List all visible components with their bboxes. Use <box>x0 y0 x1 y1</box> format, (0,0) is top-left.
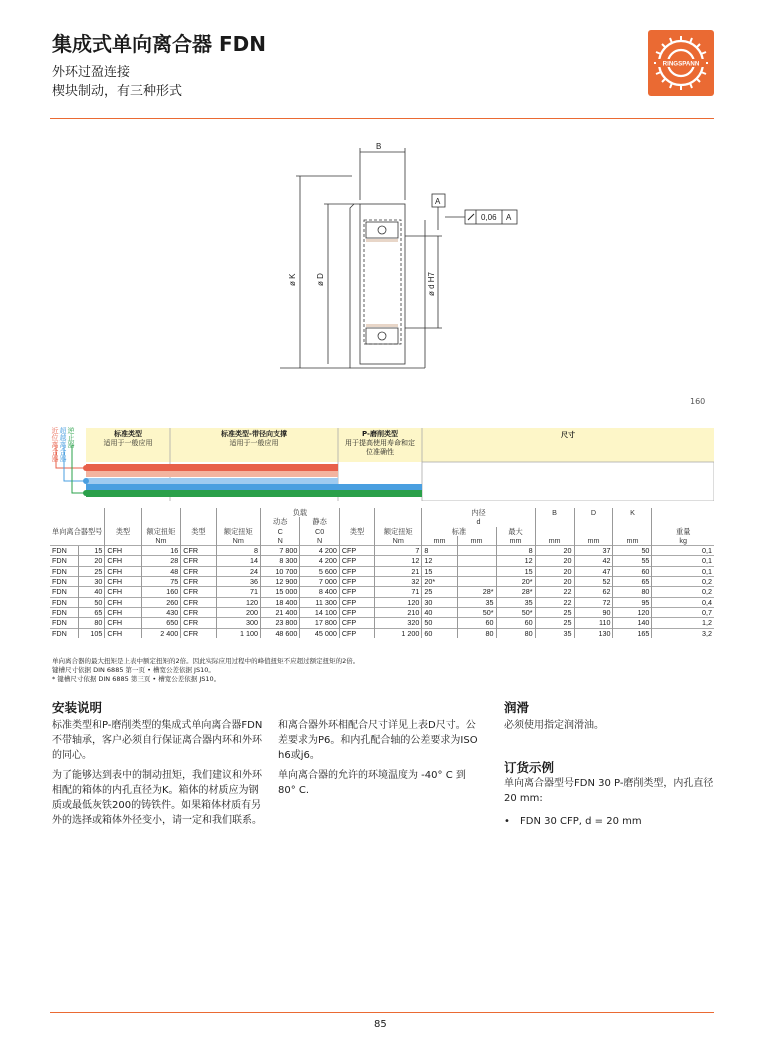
table-cell: FDN <box>50 618 79 628</box>
legend-type-2-desc: 适用于一般应用 <box>229 439 279 447</box>
table-cell: 40 <box>422 607 457 617</box>
table-cell: 165 <box>613 628 652 638</box>
table-cell: 0,2 <box>652 587 714 597</box>
table-cell: 650 <box>141 618 181 628</box>
table-cell: CFR <box>181 577 216 587</box>
svg-text:RINGSPANN: RINGSPANN <box>662 60 700 68</box>
table-cell: CFH <box>105 587 141 597</box>
table-cell: 32 <box>375 577 422 587</box>
table-cell: 72 <box>574 597 613 607</box>
table-cell: 60 <box>496 618 535 628</box>
table-cell: 8 400 <box>300 587 339 597</box>
table-cell: FDN <box>50 587 79 597</box>
unit-mm-6: mm <box>613 536 652 546</box>
table-cell: 120 <box>216 597 260 607</box>
table-cell: 120 <box>613 607 652 617</box>
header-D: D <box>574 508 613 517</box>
subtitle-1: 外环过盈连接 <box>52 65 131 80</box>
table-cell: 55 <box>613 556 652 566</box>
unit-n-1: N <box>261 536 300 546</box>
table-cell: 50 <box>613 546 652 556</box>
unit-mm-4: mm <box>535 536 574 546</box>
figure-number: 160 <box>690 397 706 406</box>
table-cell: 35 <box>535 628 574 638</box>
table-cell: CFP <box>339 597 374 607</box>
table-cell: 12 <box>422 556 457 566</box>
table-cell: 15 000 <box>261 587 300 597</box>
table-cell: 5 600 <box>300 566 339 576</box>
type-legend <box>50 425 714 501</box>
table-cell: CFP <box>339 566 374 576</box>
table-cell: 0,7 <box>652 607 714 617</box>
table-cell <box>457 577 496 587</box>
table-cell: 65 <box>613 577 652 587</box>
note-2: 键槽尺寸依据 DIN 6885 第一页 • 槽宽公差依据 JS10。 <box>52 666 215 674</box>
table-cell: 12 900 <box>261 577 300 587</box>
table-cell: 20 <box>535 546 574 556</box>
table-cell: 42 <box>574 556 613 566</box>
table-cell: 14 100 <box>300 607 339 617</box>
legend-type-1-title: 标准类型 <box>114 430 142 438</box>
table-cell: 17 800 <box>300 618 339 628</box>
table-cell: 260 <box>141 597 181 607</box>
table-cell <box>457 546 496 556</box>
table-cell: CFP <box>339 556 374 566</box>
table-cell: 7 000 <box>300 577 339 587</box>
table-cell: 1 200 <box>375 628 422 638</box>
header-B: B <box>535 508 574 517</box>
table-cell: CFR <box>181 618 216 628</box>
table-cell: 23 800 <box>261 618 300 628</box>
table-cell: 40 <box>79 587 105 597</box>
spec-table <box>50 508 714 638</box>
table-cell: 47 <box>574 566 613 576</box>
install-paragraph-1: 标准类型和P-磨削类型的集成式单向离合器FDN不带轴承，客户必须自行保证离合器内环和外环的同心。 <box>52 720 263 761</box>
table-cell: 8 <box>216 546 260 556</box>
unit-nm-3: Nm <box>375 536 422 546</box>
table-cell: 15 <box>496 566 535 576</box>
table-cell: 16 <box>141 546 181 556</box>
table-row <box>50 628 714 638</box>
table-cell: CFR <box>181 597 216 607</box>
table-cell: 50 <box>79 597 105 607</box>
table-cell: 65 <box>79 607 105 617</box>
table-cell: CFR <box>181 566 216 576</box>
table-cell: 1,2 <box>652 618 714 628</box>
table-cell: 10 700 <box>261 566 300 576</box>
table-cell: CFH <box>105 577 141 587</box>
lube-heading: 润滑 <box>504 700 530 715</box>
table-cell: 105 <box>79 628 105 638</box>
header-type-cfh: 类型 <box>105 527 141 536</box>
table-cell: CFH <box>105 556 141 566</box>
table-cell: 36 <box>216 577 260 587</box>
table-row <box>50 607 714 617</box>
table-cell: CFH <box>105 618 141 628</box>
unit-mm-3: mm <box>496 536 535 546</box>
subtitle-2: 楔块制动，有三种形式 <box>52 84 183 99</box>
table-cell: 12 <box>375 556 422 566</box>
table-cell: CFH <box>105 628 141 638</box>
unit-n-2: N <box>300 536 339 546</box>
table-cell: 28 <box>141 556 181 566</box>
header-max: 最大 <box>496 527 535 536</box>
table-cell: 21 400 <box>261 607 300 617</box>
table-cell: 2 400 <box>141 628 181 638</box>
install-paragraph-3: 和离合器外环相配合尺寸详见上表D尺寸。公差要求为P6。和内孔配合轴的公差要求为ISO h6或j6。 <box>278 720 478 761</box>
legend-type-1-desc: 适用于一般应用 <box>103 439 153 447</box>
svg-text:0,06: 0,06 <box>481 213 497 222</box>
table-cell: FDN <box>50 597 79 607</box>
table-row <box>50 618 714 628</box>
table-cell: 0,4 <box>652 597 714 607</box>
svg-text:ø d H7: ø d H7 <box>427 271 436 296</box>
table-cell: CFP <box>339 546 374 556</box>
table-cell: 50* <box>496 607 535 617</box>
table-cell: 20* <box>496 577 535 587</box>
svg-text:ø K: ø K <box>288 273 297 286</box>
header-bore: 内径 <box>422 508 535 517</box>
footer-rule <box>50 1012 714 1013</box>
table-cell: 25 <box>535 607 574 617</box>
legend-vertical-label-1: 近位离合器 <box>51 427 59 462</box>
table-cell: 8 <box>422 546 457 556</box>
table-cell: CFP <box>339 577 374 587</box>
table-cell: 8 300 <box>261 556 300 566</box>
table-cell: 35 <box>496 597 535 607</box>
table-cell: 95 <box>613 597 652 607</box>
table-row <box>50 597 714 607</box>
table-cell: 0,1 <box>652 546 714 556</box>
header-rule <box>50 118 714 119</box>
order-item-text: FDN 30 CFP, d = 20 mm <box>520 816 642 827</box>
table-cell: 0,1 <box>652 556 714 566</box>
legend-type-3-title: P-磨削类型 <box>362 430 398 438</box>
note-1: 单向离合器的最大扭矩是上表中额定扭矩的2倍。因此实际应用过程中的峰值扭矩不应超过额定扭矩的2倍。 <box>52 657 360 665</box>
header-K: K <box>613 508 652 517</box>
table-cell: 20 <box>535 556 574 566</box>
table-cell: 200 <box>216 607 260 617</box>
table-cell: 210 <box>375 607 422 617</box>
table-cell: 0,2 <box>652 577 714 587</box>
unit-mm-5: mm <box>574 536 613 546</box>
table-cell: 71 <box>216 587 260 597</box>
header-torque-cfp: 额定扭矩 <box>375 527 422 536</box>
table-cell: 45 000 <box>300 628 339 638</box>
legend-vertical-label-2: 超越离合器 <box>59 427 67 462</box>
table-cell: 4 200 <box>300 556 339 566</box>
table-row <box>50 587 714 597</box>
table-cell: 28* <box>457 587 496 597</box>
install-paragraph-4: 单向离合器的允许的环境温度为 -40° C 到 80° C. <box>278 770 466 796</box>
table-cell: 18 400 <box>261 597 300 607</box>
header-type-cfp: 类型 <box>339 527 374 536</box>
legend-type-2-title: 标准类型-带径向支撑 <box>221 430 287 438</box>
table-cell: CFP <box>339 628 374 638</box>
table-cell: FDN <box>50 556 79 566</box>
table-cell: 80 <box>613 587 652 597</box>
page-number: 85 <box>374 1019 387 1030</box>
header-dynamic: 动态 <box>261 517 300 526</box>
order-heading: 订货示例 <box>504 760 555 775</box>
table-cell: CFR <box>181 628 216 638</box>
table-cell: 25 <box>535 618 574 628</box>
table-cell: 20 <box>535 566 574 576</box>
table-cell: 20 <box>79 556 105 566</box>
table-cell: 0,1 <box>652 566 714 576</box>
table-cell: 7 <box>375 546 422 556</box>
table-row <box>50 566 714 576</box>
order-item <box>504 814 714 829</box>
table-cell: 80 <box>457 628 496 638</box>
table-cell: 3,2 <box>652 628 714 638</box>
header-static-sym: C0 <box>300 527 339 536</box>
table-cell: 80 <box>79 618 105 628</box>
svg-text:ø D: ø D <box>316 273 325 286</box>
table-cell: 120 <box>375 597 422 607</box>
table-cell: 37 <box>574 546 613 556</box>
unit-nm-2: Nm <box>216 536 260 546</box>
table-cell: CFR <box>181 546 216 556</box>
table-cell: 15 <box>422 566 457 576</box>
table-cell: 140 <box>613 618 652 628</box>
table-cell: 15 <box>79 546 105 556</box>
table-cell: CFH <box>105 607 141 617</box>
table-cell: CFR <box>181 607 216 617</box>
unit-nm-1: Nm <box>141 536 181 546</box>
page-title: 集成式单向离合器 FDN <box>52 32 266 56</box>
table-cell: 28* <box>496 587 535 597</box>
table-row <box>50 546 714 556</box>
table-cell: 4 200 <box>300 546 339 556</box>
table-cell: 14 <box>216 556 260 566</box>
table-cell: 25 <box>79 566 105 576</box>
header-dynamic-sym: C <box>261 527 300 536</box>
order-text: 单向离合器型号FDN 30 P-磨削类型，内孔直径 20 mm: <box>504 778 714 804</box>
lube-text: 必须使用指定润滑油。 <box>504 720 604 731</box>
table-cell: 11 300 <box>300 597 339 607</box>
table-cell: CFP <box>339 618 374 628</box>
table-cell: CFR <box>181 587 216 597</box>
table-cell: FDN <box>50 546 79 556</box>
legend-dimensions-title: 尺寸 <box>561 431 575 439</box>
table-cell: FDN <box>50 566 79 576</box>
legend-type-3-desc: 用于提高使用寿命和定位准确性 <box>345 439 415 456</box>
svg-text:B: B <box>376 142 382 151</box>
table-cell: 22 <box>535 587 574 597</box>
header-weight: 重量 <box>652 527 714 536</box>
header-type-cfr: 类型 <box>181 527 216 536</box>
table-cell: 48 <box>141 566 181 576</box>
table-cell: 62 <box>574 587 613 597</box>
table-row <box>50 577 714 587</box>
table-cell: CFH <box>105 546 141 556</box>
header-bore-sub: d <box>422 517 535 526</box>
table-cell: 110 <box>574 618 613 628</box>
table-row <box>50 556 714 566</box>
table-cell: CFP <box>339 587 374 597</box>
table-cell: 75 <box>141 577 181 587</box>
svg-text:A: A <box>435 197 441 206</box>
svg-text:A: A <box>506 213 512 222</box>
unit-mm-1: mm <box>422 536 457 546</box>
table-cell: 60 <box>457 618 496 628</box>
table-cell: 30 <box>422 597 457 607</box>
table-cell: 90 <box>574 607 613 617</box>
table-cell: 21 <box>375 566 422 576</box>
table-cell: 430 <box>141 607 181 617</box>
table-cell <box>457 556 496 566</box>
unit-mm-2: mm <box>457 536 496 546</box>
table-cell: 22 <box>535 597 574 607</box>
table-cell: CFP <box>339 607 374 617</box>
table-cell: 35 <box>457 597 496 607</box>
table-cell: 50* <box>457 607 496 617</box>
header-static: 静态 <box>300 517 339 526</box>
table-cell: 12 <box>496 556 535 566</box>
table-cell: 320 <box>375 618 422 628</box>
table-cell: 60 <box>422 628 457 638</box>
table-cell: 71 <box>375 587 422 597</box>
unit-kg: kg <box>652 536 714 546</box>
table-cell: 160 <box>141 587 181 597</box>
table-cell: FDN <box>50 577 79 587</box>
technical-drawing <box>280 140 550 394</box>
table-cell: 25 <box>422 587 457 597</box>
table-cell: CFH <box>105 597 141 607</box>
table-cell: 52 <box>574 577 613 587</box>
table-cell: 130 <box>574 628 613 638</box>
table-cell: 60 <box>613 566 652 576</box>
table-cell: 50 <box>422 618 457 628</box>
table-cell: CFR <box>181 556 216 566</box>
header-torque-cfh: 额定扭矩 <box>141 527 181 536</box>
header-size: 单向离合器型号 <box>52 526 103 536</box>
header-load: 负载 <box>261 508 340 517</box>
table-cell <box>457 566 496 576</box>
table-cell: 20* <box>422 577 457 587</box>
table-cell: 48 600 <box>261 628 300 638</box>
header-standard: 标准 <box>422 527 496 536</box>
table-cell: 24 <box>216 566 260 576</box>
table-cell: CFH <box>105 566 141 576</box>
table-cell: 20 <box>535 577 574 587</box>
note-3: * 键槽尺寸依据 DIN 6885 第三页 • 槽宽公差依据 JS10。 <box>52 675 221 683</box>
legend-vertical-label-3: 逆止器 <box>67 427 75 448</box>
header-torque-cfr: 额定扭矩 <box>216 527 260 536</box>
table-cell: 1 100 <box>216 628 260 638</box>
table-cell: 8 <box>496 546 535 556</box>
bullet: • <box>504 816 510 827</box>
table-cell: FDN <box>50 607 79 617</box>
table-cell: 80 <box>496 628 535 638</box>
table-cell: 300 <box>216 618 260 628</box>
table-notes <box>52 657 359 684</box>
table-cell: FDN <box>50 628 79 638</box>
table-cell: 7 800 <box>261 546 300 556</box>
table-cell: 30 <box>79 577 105 587</box>
install-heading: 安装说明 <box>52 700 103 715</box>
ringspann-logo <box>648 30 714 96</box>
install-paragraph-2: 为了能够达到表中的制动扭矩，我们建议和外环相配的箱体的内孔直径为K。箱体的材质应为钢质或最低灰铁200的铸铁件。如果箱体材质有另外的选择或箱体外径变小，请一定和我们联系。 <box>52 770 262 826</box>
